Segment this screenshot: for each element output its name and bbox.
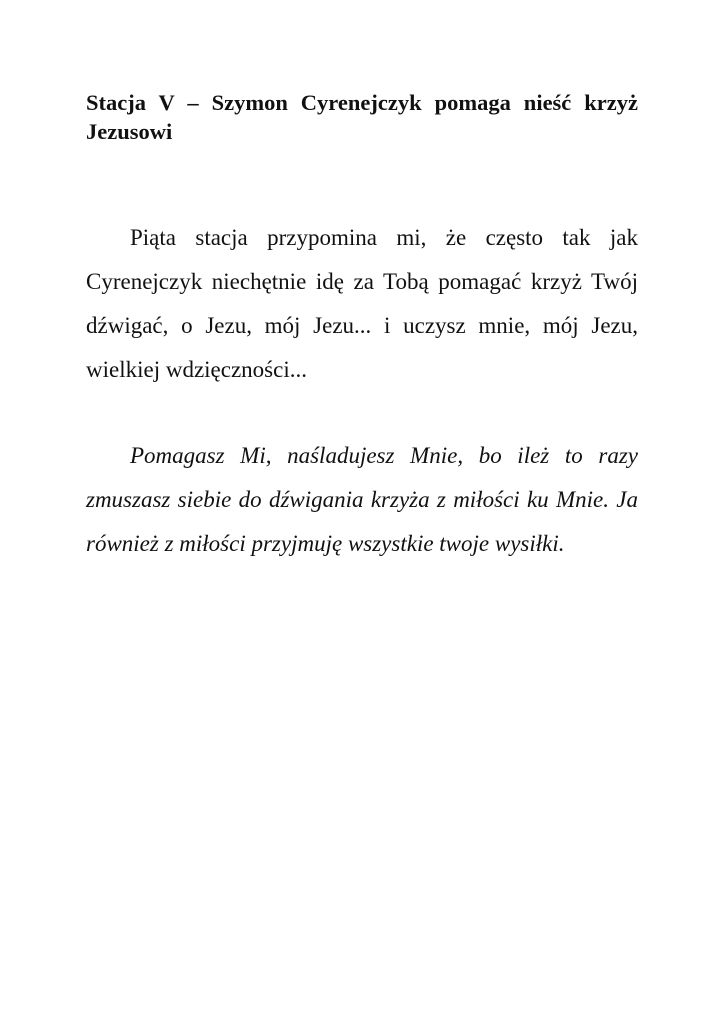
document-content bbox=[86, 88, 638, 566]
meditation-paragraph: Piąta stacja przypomina mi, że często tak jak Cyrenejczyk niechętnie idę za Tobą pomagać krzyż Twój dźwigać, o Jezu, mój Jezu... i uczysz mnie, mój Jezu, wielkiej wdzięczności... bbox=[86, 225, 638, 382]
response-paragraph: Pomagasz Mi, naśladujesz Mnie, bo ileż to razy zmuszasz siebie do dźwigania krzyża z miłości ku Mnie. Ja również z miłości przyjmuję wszystkie twoje wysiłki. bbox=[86, 443, 638, 556]
station-title: Stacja V – Szymon Cyrenejczyk pomaga nieść krzyż Jezusowi bbox=[86, 90, 638, 144]
